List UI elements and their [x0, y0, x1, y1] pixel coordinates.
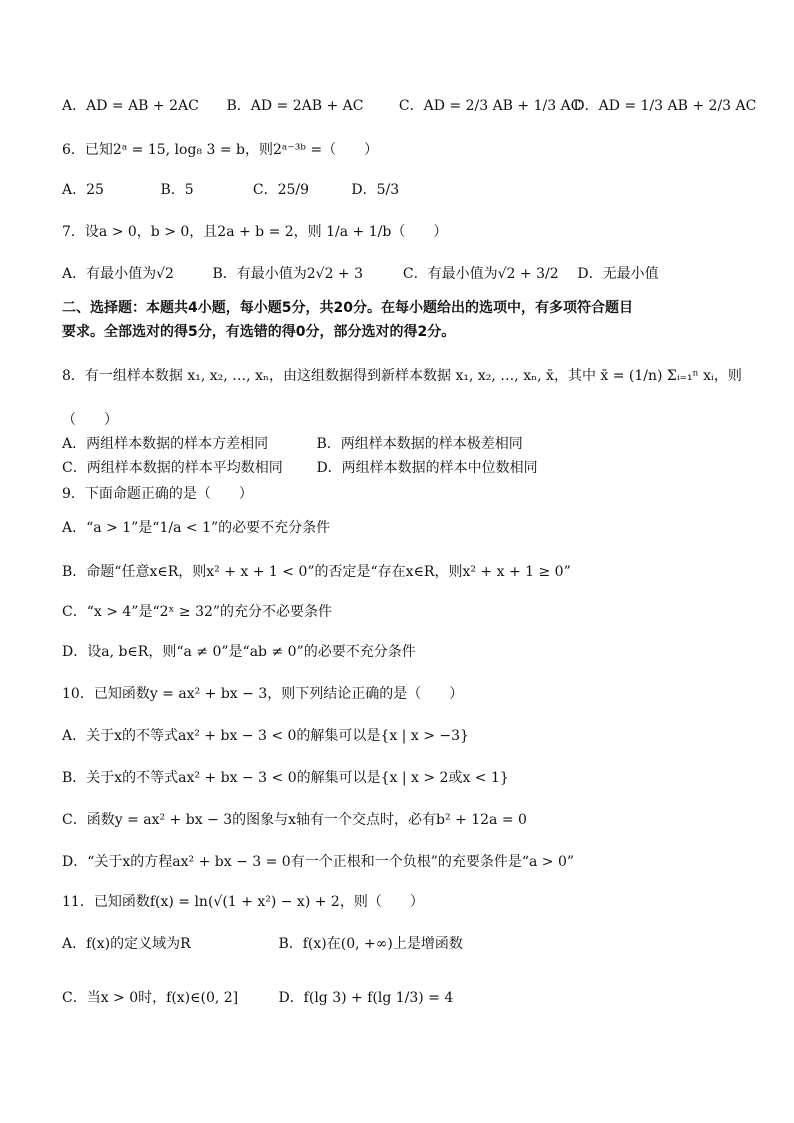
q6-option-d: D．5/3 — [351, 182, 400, 198]
q6-options — [62, 180, 399, 200]
q6-option-a: A．25 — [62, 182, 104, 198]
q9-stem: 9．下面命题正确的是（ ） — [62, 486, 253, 502]
q10-option-c: C．函数y = ax² + bx − 3的图象与x轴有一个交点时，必有b² + 12a = 0 — [62, 812, 527, 828]
q9-option-b: B．命题“任意x∈R，则x² + x + 1 < 0”的否定是“存在x∈R，则x² + x + 1 ≥ 0” — [62, 564, 571, 580]
q10-option-d: D．“关于x的方程ax² + bx − 3 = 0有一个正根和一个负根”的充要条件是“a > 0” — [62, 854, 575, 870]
q11-option-d: D．f(lg 3) + f(lg 1/3) = 4 — [278, 990, 454, 1006]
q7-option-a: A．有最小值为√2 — [62, 266, 174, 282]
q9-option-d: D．设a, b∈R，则“a ≠ 0”是“ab ≠ 0”的必要不充分条件 — [62, 644, 416, 660]
q11-stem: 11．已知函数f(x) = ln(√(1 + x²) − x) + 2，则（ ） — [62, 894, 424, 910]
section-2-heading-line2: 要求。全部选对的得5分，有选错的得0分，部分选对的得2分。 — [62, 324, 456, 340]
q8-paren: （ ） — [62, 412, 118, 428]
q8-option-a: A．两组样本数据的样本方差相同 — [62, 436, 269, 452]
q8-option-c: C．两组样本数据的样本平均数相同 — [62, 460, 283, 476]
q11-options-row1 — [62, 934, 463, 954]
q9-option-a: A．“a > 1”是“1/a < 1”的必要不充分条件 — [62, 520, 331, 536]
q6-stem: 6．已知2ᵃ = 15, log₈ 3 = b，则2ᵃ⁻³ᵇ =（ ） — [62, 142, 379, 158]
q7-option-c: C．有最小值为√2 + 3/2 — [402, 266, 559, 282]
q8-options-row1 — [62, 434, 523, 454]
q8-options-row2 — [62, 458, 538, 478]
q10-option-b: B．关于x的不等式ax² + bx − 3 < 0的解集可以是{x | x > 2或x < 1} — [62, 770, 509, 786]
q9-option-c: C．“x > 4”是“2ˣ ≥ 32”的充分不必要条件 — [62, 604, 333, 620]
q6-option-b: B．5 — [160, 182, 194, 198]
q10-option-a: A．关于x的不等式ax² + bx − 3 < 0的解集可以是{x | x > −3} — [62, 728, 469, 744]
q5-option-a: A．AD = AB + 2AC — [62, 98, 199, 114]
q8-option-b: B．两组样本数据的样本极差相同 — [316, 436, 523, 452]
q8-stem: 8．有一组样本数据 x₁, x₂, …, xₙ，由这组数据得到新样本数据 x₁, x₂, …, xₙ, x̄，其中 x̄ = (1/n) Σᵢ₌₁ⁿ xᵢ，则 — [62, 368, 742, 384]
q11-options-row2 — [62, 988, 453, 1008]
q6-option-c: C．25/9 — [252, 182, 310, 198]
q11-option-a: A．f(x)的定义域为R — [62, 936, 191, 952]
q11-option-c: C．当x > 0时，f(x)∈(0, 2] — [62, 990, 239, 1006]
q5-options — [62, 96, 756, 116]
q11-option-b: B．f(x)在(0, +∞)上是增函数 — [278, 936, 463, 952]
q5-option-c: C．AD = 2/3 AB + 1/3 AC — [398, 98, 582, 114]
q8-option-d: D．两组样本数据的样本中位数相同 — [316, 460, 538, 476]
q7-option-d: D．无最小值 — [577, 266, 659, 282]
q7-option-b: B．有最小值为2√2 + 3 — [212, 266, 364, 282]
q7-options — [62, 264, 659, 284]
q7-stem: 7．设a > 0，b > 0，且2a + b = 2，则 1/a + 1/b（ ） — [62, 224, 448, 240]
q5-option-b: B．AD = 2AB + AC — [226, 98, 364, 114]
q5-option-d: D．AD = 1/3 AB + 2/3 AC — [573, 98, 757, 114]
section-2-heading-line1: 二、选择题：本题共4小题，每小题5分，共20分。在每小题给出的选项中，有多项符合题目 — [62, 300, 633, 316]
q10-stem: 10．已知函数y = ax² + bx − 3，则下列结论正确的是（ ） — [62, 686, 464, 702]
